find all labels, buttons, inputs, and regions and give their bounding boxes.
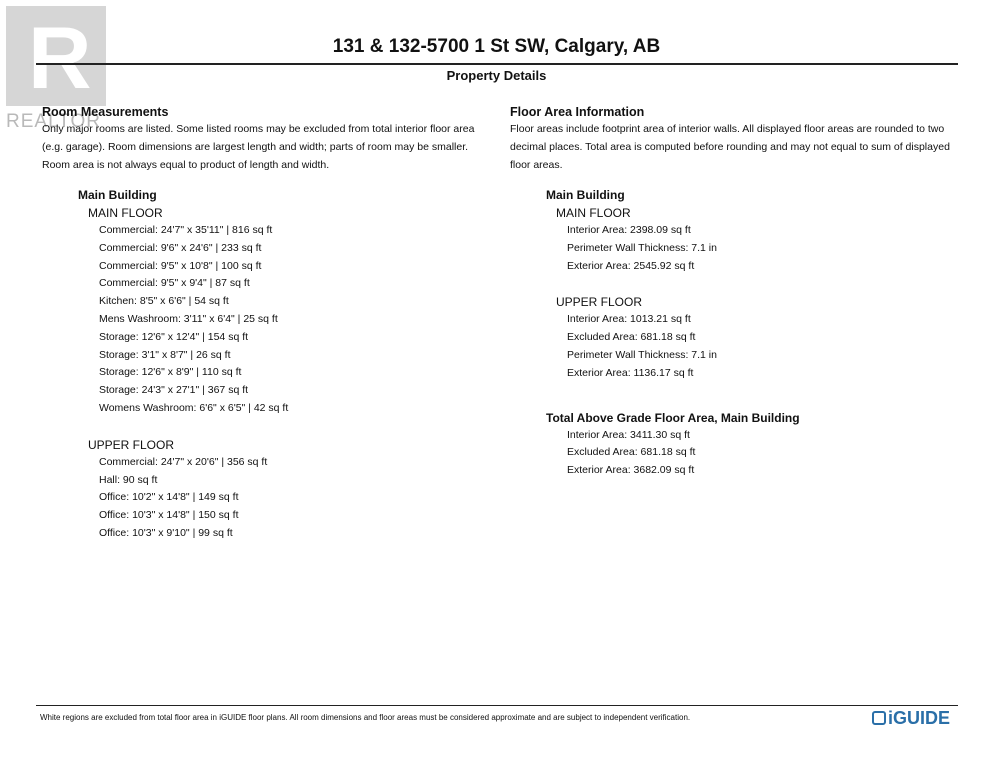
footer-disclaimer: White regions are excluded from total floor area in iGUIDE floor plans. All room dimensions and floor areas must be considered approximate and are subject to independent verification. [40, 713, 691, 722]
main-floor-heading: MAIN FLOOR [88, 206, 163, 220]
room-list-item: Office: 10'3" x 9'10" | 99 sq ft [99, 526, 233, 539]
area-list-item: Exterior Area: 3682.09 sq ft [567, 464, 695, 477]
room-list-item: Storage: 12'6" x 8'9" | 110 sq ft [99, 366, 242, 379]
room-list-item: Commercial: 24'7" x 20'6" | 356 sq ft [99, 455, 268, 468]
header-divider [36, 63, 958, 65]
room-list-item: Storage: 3'1" x 8'7" | 26 sq ft [99, 348, 231, 361]
iguide-icon [872, 711, 886, 725]
area-list-item: Interior Area: 2398.09 sq ft [567, 224, 691, 236]
upper-floor-heading: UPPER FLOOR [88, 437, 175, 452]
footer-divider [36, 705, 958, 706]
room-list-item: Womens Washroom: 6'6" x 6'5" | 42 sq ft [99, 401, 289, 414]
main-building-heading: Main Building [78, 188, 157, 202]
floor-area-description: Floor areas include footprint area of interior walls. All displayed floor areas are rounded to two decimal places. Total area is computed before rounding and may not equal to sum of displayed floor areas. [510, 123, 950, 171]
floor-area-column [510, 104, 970, 480]
room-list-item: Commercial: 9'5" x 9'4" | 87 sq ft [99, 277, 250, 290]
room-list-item: Office: 10'3" x 14'8" | 150 sq ft [99, 509, 239, 522]
area-list-item: Excluded Area: 681.18 sq ft [567, 331, 696, 344]
area-list-item: Perimeter Wall Thickness: 7.1 in [567, 241, 717, 254]
upper-floor-area-list [546, 311, 970, 382]
room-list-item: Mens Washroom: 3'11" x 6'4" | 25 sq ft [99, 312, 278, 325]
room-list-item: Commercial: 24'7" x 35'11" | 816 sq ft [99, 224, 273, 236]
iguide-brand-text: iGUIDE [888, 708, 951, 728]
area-list-item: Exterior Area: 2545.92 sq ft [567, 259, 695, 272]
area-main-floor-heading: MAIN FLOOR [556, 206, 631, 220]
total-area-list [546, 427, 970, 480]
area-upper-floor-heading: UPPER FLOOR [556, 295, 643, 310]
room-list-item: Office: 10'2" x 14'8" | 149 sq ft [99, 491, 239, 504]
floor-area-heading: Floor Area Information [510, 105, 645, 119]
area-list-item: Exterior Area: 1136.17 sq ft [567, 366, 694, 379]
main-floor-area-list [546, 222, 970, 275]
room-list-item: Storage: 24'3" x 27'1" | 367 sq ft [99, 384, 249, 397]
room-measurements-column [42, 104, 492, 543]
room-measurements-description: Only major rooms are listed. Some listed rooms may be excluded from total interior floor area (e.g. garage). Room dimensions are largest length and width; parts of room may be smaller. Room area is not always equal to product of length and width. [42, 123, 475, 171]
page-title: 131 & 132-5700 1 St SW, Calgary, AB [332, 36, 661, 57]
page-subtitle: Property Details [446, 68, 547, 83]
area-list-item: Interior Area: 3411.30 sq ft [567, 428, 690, 441]
room-list-item: Commercial: 9'6" x 24'6" | 233 sq ft [99, 241, 262, 254]
realtor-logo-word: REALTOR [6, 111, 101, 132]
room-list-item: Kitchen: 8'5" x 6'6" | 54 sq ft [99, 295, 229, 308]
total-area-heading: Total Above Grade Floor Area, Main Building [546, 410, 800, 425]
room-list-item: Commercial: 9'5" x 10'8" | 100 sq ft [99, 259, 262, 272]
room-list-item: Hall: 90 sq ft [99, 473, 158, 486]
area-main-building-heading: Main Building [546, 188, 625, 202]
area-list-item: Excluded Area: 681.18 sq ft [567, 446, 696, 459]
area-list-item: Interior Area: 1013.21 sq ft [567, 313, 691, 326]
area-list-item: Perimeter Wall Thickness: 7.1 in [567, 348, 717, 361]
realtor-logo-letter: R [28, 8, 92, 107]
iguide-logo [872, 708, 950, 729]
room-list-item: Storage: 12'6" x 12'4" | 154 sq ft [99, 330, 249, 343]
main-floor-room-list [78, 222, 492, 418]
upper-floor-room-list [78, 454, 492, 543]
room-measurements-heading: Room Measurements [42, 105, 169, 119]
